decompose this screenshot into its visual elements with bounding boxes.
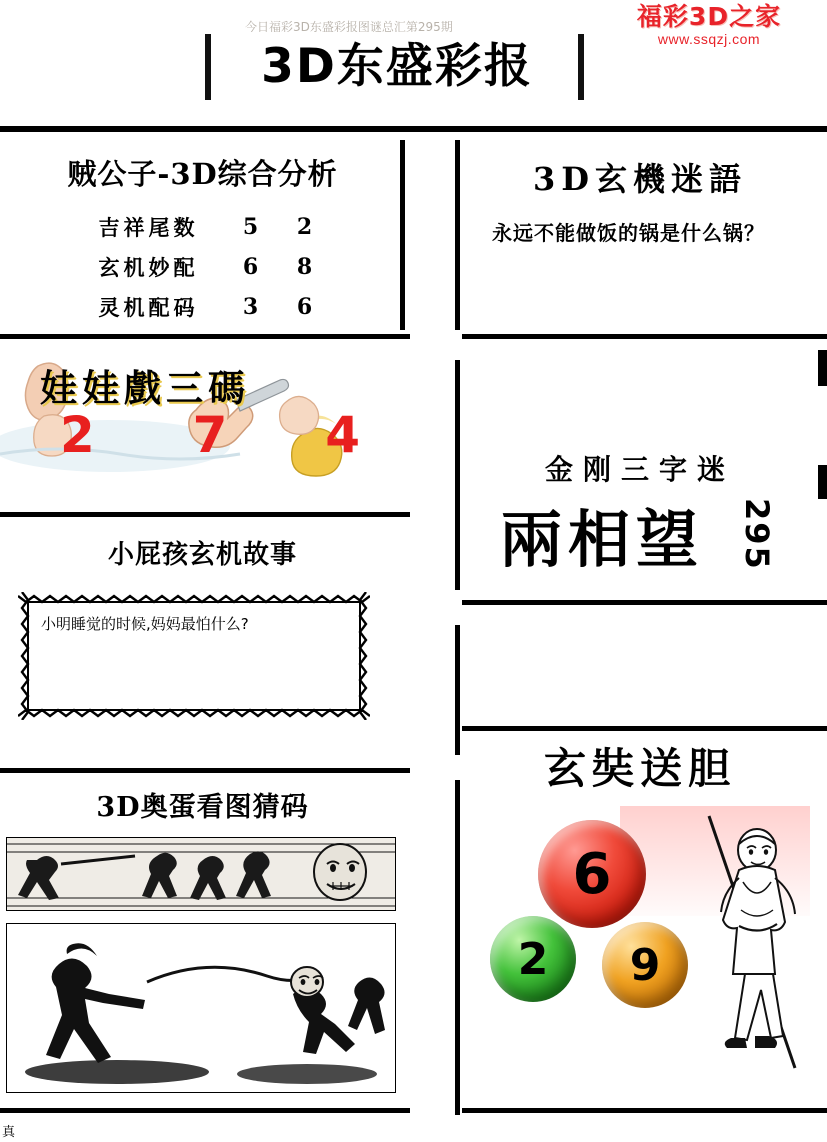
analysis-row-value-2: 2 [296,214,313,240]
doll-number: 7 [192,406,228,464]
analysis-row-list [0,207,405,327]
three-word-answer: 兩相望 [500,503,705,576]
comic-strip-top [6,837,396,911]
lottery-ball: 9 [602,922,688,1008]
doll-number: 4 [325,406,360,464]
analysis-row-label: 吉祥尾数 [98,215,199,240]
comic-strip-top-art [7,838,395,910]
comic-strip-bottom-art [7,924,395,1092]
ball-list [490,820,730,1030]
riddle-text: 永远不能做饭的锅是什么锅？ [492,221,765,245]
masthead-title: 3D东盛彩报 [261,39,533,94]
story-ticket [18,592,370,720]
analysis-row [0,207,405,247]
analysis-row-label: 玄机妙配 [98,255,199,280]
block-story-title: 小屁孩玄机故事 [107,540,297,570]
rule-top [0,126,827,132]
block-riddle [470,140,827,330]
analysis-row-value-1: 5 [242,214,259,240]
block-comic [0,775,405,1105]
masthead [0,10,600,115]
brand-title: 福彩3D之家 [636,2,782,31]
block-riddle-title: 3D玄機迷語 [532,160,748,198]
lottery-ball: 2 [490,916,576,1002]
masthead-rule-right [578,34,584,100]
rule-center-1 [455,140,460,330]
rule-left-2 [0,512,410,517]
edge-tick-right-1 [818,350,827,386]
block-balls [470,720,827,1120]
story-text: 小明睡觉的时候,妈妈最怕什么? [27,601,361,711]
lottery-ball: 6 [538,820,646,928]
comic-strip-bottom [6,923,396,1093]
brand-block [599,4,819,47]
analysis-row-label: 灵机配码 [98,295,199,320]
analysis-row [0,247,405,287]
rule-left-4 [0,1108,410,1113]
rule-center-3 [455,625,460,755]
block-three-word [470,420,827,610]
analysis-row-value-1: 6 [242,254,259,280]
doll-number: 2 [60,406,95,464]
block-analysis-title: 贼公子-3D综合分析 [67,157,338,191]
rule-right-1 [462,334,827,339]
rule-center-4 [455,780,460,1115]
block-three-word-title: 金刚三字迷 [544,453,735,486]
rule-left-1 [0,334,410,339]
brand-url: www.ssqzj.com [657,31,761,48]
analysis-row-value-2: 6 [296,294,313,320]
block-doll-title: 娃娃戲三碼 [40,366,250,410]
footer-mark: 真 [2,1125,16,1140]
analysis-row-value-1: 3 [242,294,259,320]
masthead-faint-line: 今日福彩3D东盛彩报图谜总汇第295期 [245,20,453,32]
masthead-rule-left [205,34,211,100]
block-story [0,520,405,765]
doll-number-list [60,406,360,464]
block-doll [0,350,405,505]
rule-left-3 [0,768,410,773]
rule-center-2 [455,360,460,590]
analysis-row-value-2: 8 [296,254,313,280]
block-analysis [0,140,405,330]
analysis-row [0,287,405,327]
block-comic-title: 3D奥蛋看图猜码 [96,792,309,823]
issue-number: 295 [738,498,776,571]
block-balls-title: 玄奘送胆 [543,744,736,793]
